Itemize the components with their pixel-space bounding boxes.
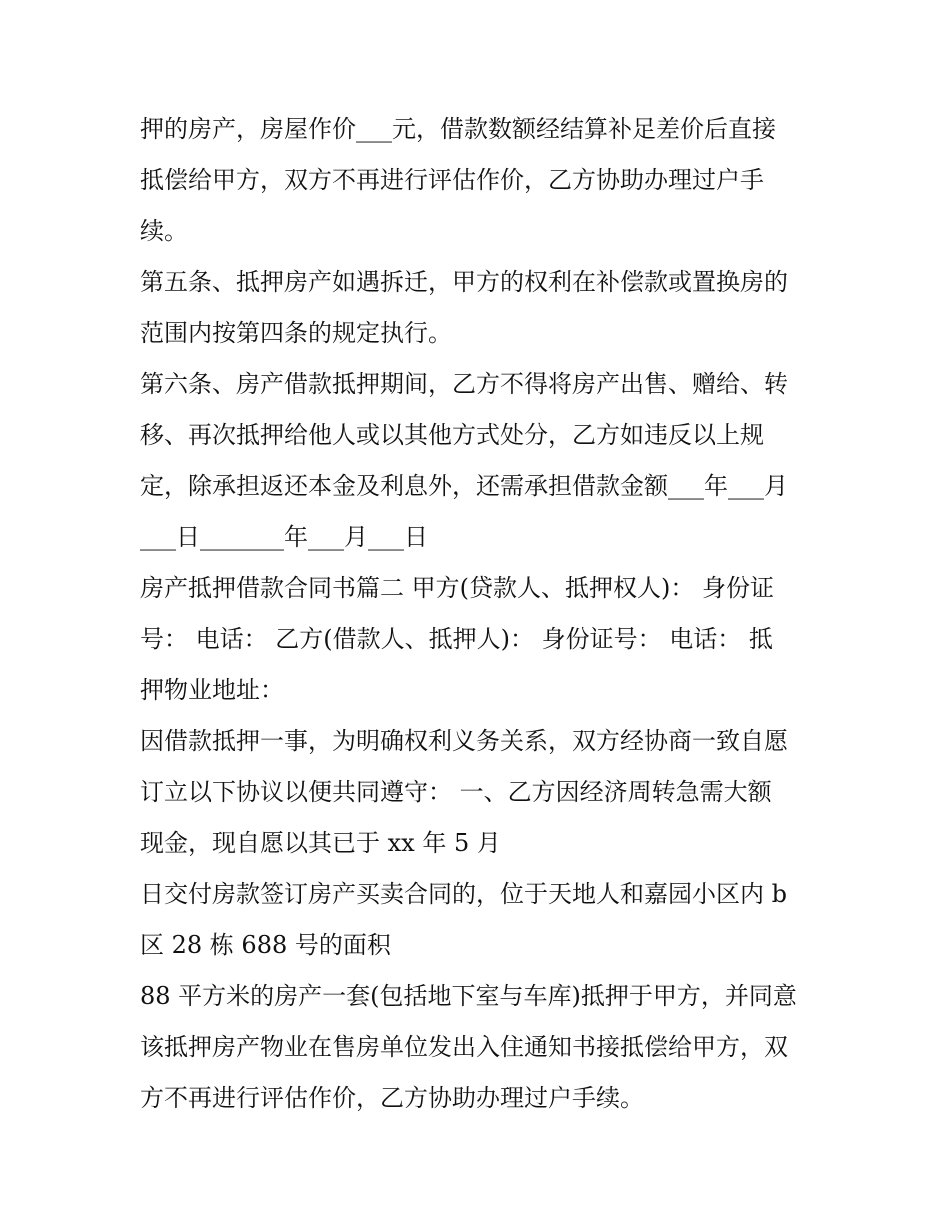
text-line: 定，除承担返还本金及利息外，还需承担借款金额___年___月 bbox=[140, 472, 788, 500]
text-line: ___日_______年___月___日 bbox=[140, 523, 428, 551]
text-line: 押物业地址： bbox=[140, 676, 284, 704]
text-line: 区 28 栋 688 号的面积 bbox=[140, 931, 391, 959]
text-line: 押的房产，房屋作价___元，借款数额经结算补足差价后直接 bbox=[140, 115, 776, 143]
text-line: 方不再进行评估作价，乙方协助办理过户手续。 bbox=[140, 1084, 644, 1112]
text-line: 抵偿给甲方，双方不再进行评估作价，乙方协助办理过户手 bbox=[140, 166, 764, 194]
text-line: 该抵押房产物业在售房单位发出入住通知书接抵偿给甲方，双 bbox=[140, 1033, 788, 1061]
section-heading-line: 房产抵押借款合同书篇二 甲方(贷款人、抵押权人)： 身份证 bbox=[140, 574, 774, 602]
text-line: 因借款抵押一事，为明确权利义务关系，双方经协商一致自愿 bbox=[140, 727, 788, 755]
text-line: 第六条、房产借款抵押期间，乙方不得将房产出售、赠给、转 bbox=[140, 370, 788, 398]
text-line: 88 平方米的房产一套(包括地下室与车库)抵押于甲方，并同意 bbox=[140, 982, 797, 1010]
text-line: 移、再次抵押给他人或以其他方式处分，乙方如违反以上规 bbox=[140, 421, 764, 449]
text-line: 现金，现自愿以其已于 xx 年 5 月 bbox=[140, 829, 501, 857]
text-line: 订立以下协议以便共同遵守： 一、乙方因经济周转急需大额 bbox=[140, 778, 772, 806]
text-line: 号： 电话： 乙方(借款人、抵押人)： 身份证号： 电话： 抵 bbox=[140, 625, 773, 653]
text-line: 日交付房款签订房产买卖合同的，位于天地人和嘉园小区内 b bbox=[140, 880, 787, 908]
text-line: 续。 bbox=[140, 217, 188, 245]
contract-text bbox=[140, 104, 820, 1124]
text-line: 第五条、抵押房产如遇拆迁，甲方的权利在补偿款或置换房的 bbox=[140, 268, 788, 296]
text-line: 范围内按第四条的规定执行。 bbox=[140, 319, 452, 347]
